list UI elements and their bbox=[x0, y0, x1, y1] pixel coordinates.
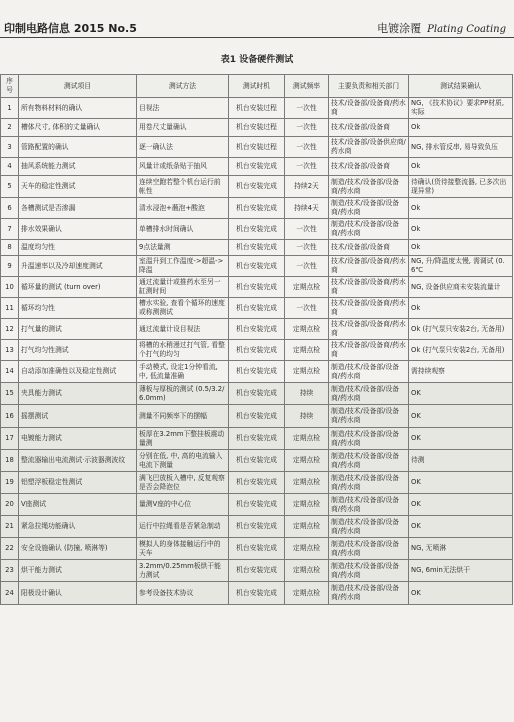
cell-index: 8 bbox=[1, 240, 19, 256]
cell-timing: 机台安装完成 bbox=[229, 198, 285, 219]
cell-department: 制造/技术/设备部/设备商/药水商 bbox=[329, 494, 409, 516]
cell-item: 整流器输出电流测试·示波器测波纹 bbox=[19, 450, 137, 472]
cell-timing: 机台安装完成 bbox=[229, 383, 285, 405]
cell-department: 技术/设备部/设备商/药水商 bbox=[329, 98, 409, 119]
table-row bbox=[1, 176, 513, 198]
cell-department: 技术/设备部/设备商/药水商 bbox=[329, 319, 409, 340]
cell-timing: 机台安装完成 bbox=[229, 472, 285, 494]
cell-index: 23 bbox=[1, 560, 19, 582]
cell-department: 制造/技术/设备部/设备商/药水商 bbox=[329, 516, 409, 538]
cell-timing: 机台安装完成 bbox=[229, 516, 285, 538]
cell-frequency: 定期点检 bbox=[285, 319, 329, 340]
cell-timing: 机台安装完成 bbox=[229, 256, 285, 277]
col-header-item: 测试项目 bbox=[19, 75, 137, 98]
cell-result: NG, 设备供应商未安装流量计 bbox=[409, 277, 513, 298]
cell-department: 制造/技术/设备部/设备商/药水商 bbox=[329, 560, 409, 582]
table-row bbox=[1, 256, 513, 277]
cell-frequency: 定期点检 bbox=[285, 277, 329, 298]
cell-item: 排水效果确认 bbox=[19, 219, 137, 240]
cell-result: 待确认(货待接整流器, 已多次出现异常) bbox=[409, 176, 513, 198]
cell-department: 制造/技术/设备部/设备商/药水商 bbox=[329, 450, 409, 472]
cell-result: Ok bbox=[409, 298, 513, 319]
cell-index: 19 bbox=[1, 472, 19, 494]
cell-frequency: 定期点检 bbox=[285, 582, 329, 605]
cell-index: 7 bbox=[1, 219, 19, 240]
section-title bbox=[377, 20, 506, 36]
cell-frequency: 定期点检 bbox=[285, 516, 329, 538]
cell-method: 室温升到工作温度->超温->降温 bbox=[137, 256, 229, 277]
table-row bbox=[1, 582, 513, 605]
cell-result: OK bbox=[409, 383, 513, 405]
cell-department: 技术/设备部/设备商/药水商 bbox=[329, 298, 409, 319]
cell-index: 11 bbox=[1, 298, 19, 319]
table-row bbox=[1, 277, 513, 298]
cell-result: Ok bbox=[409, 219, 513, 240]
cell-method: 风量计或纸条贴于抽风 bbox=[137, 158, 229, 176]
cell-frequency: 定期点检 bbox=[285, 472, 329, 494]
cell-item: 自动添加准确性以及稳定性测试 bbox=[19, 361, 137, 383]
cell-frequency: 定期点检 bbox=[285, 340, 329, 361]
cell-department: 制造/技术/设备部/设备商/药水商 bbox=[329, 472, 409, 494]
table-row bbox=[1, 340, 513, 361]
table-row bbox=[1, 137, 513, 158]
table-row bbox=[1, 158, 513, 176]
cell-frequency: 一次性 bbox=[285, 158, 329, 176]
cell-item: 天车的稳定性测试 bbox=[19, 176, 137, 198]
cell-timing: 机台安装过程 bbox=[229, 98, 285, 119]
cell-department: 技术/设备部/设备供应商/药水商 bbox=[329, 137, 409, 158]
cell-result: Ok bbox=[409, 240, 513, 256]
table-row bbox=[1, 119, 513, 137]
cell-method: 通过流量计设目视法 bbox=[137, 319, 229, 340]
table-row bbox=[1, 428, 513, 450]
cell-department: 制造/技术/设备部/设备商/药水商 bbox=[329, 428, 409, 450]
cell-index: 1 bbox=[1, 98, 19, 119]
cell-index: 16 bbox=[1, 405, 19, 428]
cell-method: 分别在低, 中, 高的电流输入电流下测量 bbox=[137, 450, 229, 472]
cell-method: 模拟人的身体接触运行中的天车 bbox=[137, 538, 229, 560]
cell-frequency: 一次性 bbox=[285, 219, 329, 240]
table-caption: 表1 设备硬件测试 bbox=[220, 55, 294, 65]
cell-result: 需持续观察 bbox=[409, 361, 513, 383]
cell-method: 薄板与厚板的测试 (0.5/3.2/6.0mm) bbox=[137, 383, 229, 405]
cell-index: 10 bbox=[1, 277, 19, 298]
cell-timing: 机台安装完成 bbox=[229, 176, 285, 198]
cell-result: OK bbox=[409, 405, 513, 428]
cell-timing: 机台安装完成 bbox=[229, 450, 285, 472]
cell-result: NG, 无喷淋 bbox=[409, 538, 513, 560]
cell-index: 13 bbox=[1, 340, 19, 361]
cell-result: NG, 《技术协议》要求PP材质, 实际 bbox=[409, 98, 513, 119]
cell-index: 5 bbox=[1, 176, 19, 198]
cell-item: V座测试 bbox=[19, 494, 137, 516]
cell-index: 20 bbox=[1, 494, 19, 516]
cell-department: 制造/技术/设备部/设备商/药水商 bbox=[329, 198, 409, 219]
cell-index: 21 bbox=[1, 516, 19, 538]
table-row bbox=[1, 361, 513, 383]
header-rule bbox=[0, 37, 514, 38]
table-header-row bbox=[1, 75, 513, 98]
cell-item: 阳极设计确认 bbox=[19, 582, 137, 605]
cell-frequency: 定期点检 bbox=[285, 361, 329, 383]
cell-index: 2 bbox=[1, 119, 19, 137]
cell-method: 量测V座的中心位 bbox=[137, 494, 229, 516]
cell-method: 通过流量计或推药水至另一缸测时间 bbox=[137, 277, 229, 298]
col-header-timing: 测试时机 bbox=[229, 75, 285, 98]
table-row bbox=[1, 560, 513, 582]
cell-item: 抽风系统能力测试 bbox=[19, 158, 137, 176]
cell-result: Ok bbox=[409, 158, 513, 176]
cell-item: 打气量的测试 bbox=[19, 319, 137, 340]
table-row bbox=[1, 472, 513, 494]
cell-result: Ok (打气泵只安装2台, 无备用) bbox=[409, 340, 513, 361]
table-row bbox=[1, 494, 513, 516]
cell-method: 槽水实验, 查看个循环的速度或称测测试 bbox=[137, 298, 229, 319]
cell-item: 打气均匀性测试 bbox=[19, 340, 137, 361]
cell-index: 6 bbox=[1, 198, 19, 219]
cell-result: NG, 6min无法烘干 bbox=[409, 560, 513, 582]
cell-timing: 机台安装完成 bbox=[229, 298, 285, 319]
cell-frequency: 一次性 bbox=[285, 98, 329, 119]
cell-item: 循环量的测试 (turn over) bbox=[19, 277, 137, 298]
cell-department: 制造/技术/设备部/设备商/药水商 bbox=[329, 219, 409, 240]
cell-method: 测量不同频率下的摆幅 bbox=[137, 405, 229, 428]
cell-method: 清水浸泡+蘸泡+酸泡 bbox=[137, 198, 229, 219]
cell-item: 槽体尺寸, 体积的丈量确认 bbox=[19, 119, 137, 137]
cell-department: 技术/设备部/设备商 bbox=[329, 119, 409, 137]
cell-result: NG, 排水管反串, 易导致负压 bbox=[409, 137, 513, 158]
cell-timing: 机台安装过程 bbox=[229, 119, 285, 137]
cell-frequency: 定期点检 bbox=[285, 494, 329, 516]
cell-timing: 机台安装完成 bbox=[229, 582, 285, 605]
cell-method: 运行中拉绳看是否紧急制动 bbox=[137, 516, 229, 538]
table-row bbox=[1, 450, 513, 472]
cell-frequency: 一次性 bbox=[285, 256, 329, 277]
cell-timing: 机台安装过程 bbox=[229, 137, 285, 158]
cell-method: 参考设备技术协议 bbox=[137, 582, 229, 605]
cell-index: 14 bbox=[1, 361, 19, 383]
cell-method: 满飞巴放板入槽中, 反复观察是否会降泡位 bbox=[137, 472, 229, 494]
cell-timing: 机台安装完成 bbox=[229, 277, 285, 298]
cell-method: 目视法 bbox=[137, 98, 229, 119]
cell-index: 18 bbox=[1, 450, 19, 472]
cell-method: 单槽排水时间确认 bbox=[137, 219, 229, 240]
table-row bbox=[1, 538, 513, 560]
cell-item: 升温速率以及冷却速度测试 bbox=[19, 256, 137, 277]
cell-item: 紧急拉绳功能确认 bbox=[19, 516, 137, 538]
cell-item: 夹具能力测试 bbox=[19, 383, 137, 405]
col-header-result: 测试结果确认 bbox=[409, 75, 513, 98]
cell-timing: 机台安装完成 bbox=[229, 319, 285, 340]
table-row bbox=[1, 319, 513, 340]
cell-result: OK bbox=[409, 428, 513, 450]
cell-item: 摇摆测试 bbox=[19, 405, 137, 428]
cell-item: 烘干能力测试 bbox=[19, 560, 137, 582]
col-header-index: 序号 bbox=[1, 75, 19, 98]
cell-index: 9 bbox=[1, 256, 19, 277]
cell-department: 技术/设备部/设备商 bbox=[329, 158, 409, 176]
col-header-frequency: 测试频率 bbox=[285, 75, 329, 98]
cell-result: Ok bbox=[409, 119, 513, 137]
cell-department: 制造/技术/设备部/设备商/药水商 bbox=[329, 538, 409, 560]
cell-method: 用卷尺丈量确认 bbox=[137, 119, 229, 137]
cell-timing: 机台安装完成 bbox=[229, 428, 285, 450]
cell-department: 技术/设备部/设备商/药水商 bbox=[329, 340, 409, 361]
cell-result: OK bbox=[409, 516, 513, 538]
cell-timing: 机台安装完成 bbox=[229, 405, 285, 428]
cell-timing: 机台安装完成 bbox=[229, 538, 285, 560]
cell-frequency: 一次性 bbox=[285, 240, 329, 256]
cell-department: 制造/技术/设备部/设备商/药水商 bbox=[329, 383, 409, 405]
table-row bbox=[1, 98, 513, 119]
table-row bbox=[1, 198, 513, 219]
cell-timing: 机台安装完成 bbox=[229, 158, 285, 176]
cell-index: 17 bbox=[1, 428, 19, 450]
cell-frequency: 定期点检 bbox=[285, 538, 329, 560]
cell-item: 循环均匀性 bbox=[19, 298, 137, 319]
cell-department: 制造/技术/设备部/设备商/药水商 bbox=[329, 405, 409, 428]
cell-timing: 机台安装完成 bbox=[229, 494, 285, 516]
cell-department: 制造/技术/设备部/设备商/药水商 bbox=[329, 582, 409, 605]
cell-result: OK bbox=[409, 472, 513, 494]
cell-department: 技术/设备部/设备商/药水商 bbox=[329, 256, 409, 277]
cell-result: Ok bbox=[409, 198, 513, 219]
cell-method: 连续空跑若整个机台运行前帐性 bbox=[137, 176, 229, 198]
cell-method: 3.2mm/0.25mm板烘干能力测试 bbox=[137, 560, 229, 582]
cell-index: 24 bbox=[1, 582, 19, 605]
cell-department: 制造/技术/设备部/设备商/药水商 bbox=[329, 176, 409, 198]
cell-frequency: 一次性 bbox=[285, 298, 329, 319]
table-row bbox=[1, 298, 513, 319]
table-row bbox=[1, 405, 513, 428]
cell-index: 4 bbox=[1, 158, 19, 176]
cell-timing: 机台安装完成 bbox=[229, 240, 285, 256]
col-header-method: 测试方法 bbox=[137, 75, 229, 98]
cell-method: 逐一确认法 bbox=[137, 137, 229, 158]
journal-title: 印制电路信息 2015 No.5 bbox=[4, 22, 137, 35]
cell-frequency: 持续2天 bbox=[285, 176, 329, 198]
section-title-cn: 电镀涂覆 bbox=[377, 22, 422, 35]
cell-item: 铝塑浮板稳定性测试 bbox=[19, 472, 137, 494]
section-title-en: Plating Coating bbox=[427, 24, 506, 35]
cell-index: 22 bbox=[1, 538, 19, 560]
col-header-department: 主要负责和相关部门 bbox=[329, 75, 409, 98]
cell-result: Ok (打气泵只安装2台, 无备用) bbox=[409, 319, 513, 340]
cell-department: 制造/技术/设备部/设备商/药水商 bbox=[329, 361, 409, 383]
cell-timing: 机台安装完成 bbox=[229, 340, 285, 361]
table-row bbox=[1, 383, 513, 405]
cell-method: 9点法量测 bbox=[137, 240, 229, 256]
cell-item: 各槽测试是否渗漏 bbox=[19, 198, 137, 219]
cell-method: 手动模式, 设定1分钟看流, 中, 低流量准确 bbox=[137, 361, 229, 383]
cell-item: 管路配置的确认 bbox=[19, 137, 137, 158]
page-header bbox=[0, 0, 514, 40]
cell-frequency: 一次性 bbox=[285, 119, 329, 137]
cell-item: 安全设施确认 (防撞, 喷淋等) bbox=[19, 538, 137, 560]
cell-index: 15 bbox=[1, 383, 19, 405]
cell-department: 技术/设备部/设备商 bbox=[329, 240, 409, 256]
cell-method: 板厚在3.2mm下整挂板震动量测 bbox=[137, 428, 229, 450]
cell-method: 将槽的水稍漫过打气管, 看整个打气的均匀 bbox=[137, 340, 229, 361]
cell-item: 电镀能力测试 bbox=[19, 428, 137, 450]
cell-timing: 机台安装完成 bbox=[229, 219, 285, 240]
cell-result: OK bbox=[409, 494, 513, 516]
cell-frequency: 持续 bbox=[285, 405, 329, 428]
cell-frequency: 持续 bbox=[285, 383, 329, 405]
cell-result: OK bbox=[409, 582, 513, 605]
cell-item: 温度均匀性 bbox=[19, 240, 137, 256]
cell-frequency: 定期点检 bbox=[285, 450, 329, 472]
cell-department: 技术/设备部/设备商/药水商 bbox=[329, 277, 409, 298]
table-row bbox=[1, 516, 513, 538]
table-row bbox=[1, 219, 513, 240]
cell-item: 所有物料材料的确认 bbox=[19, 98, 137, 119]
cell-index: 3 bbox=[1, 137, 19, 158]
cell-result: NG, 升/降温度太慢, 需调试 (0.6℃ bbox=[409, 256, 513, 277]
cell-timing: 机台安装完成 bbox=[229, 560, 285, 582]
cell-frequency: 一次性 bbox=[285, 137, 329, 158]
cell-frequency: 定期点检 bbox=[285, 560, 329, 582]
cell-index: 12 bbox=[1, 319, 19, 340]
cell-frequency: 定期点检 bbox=[285, 428, 329, 450]
cell-timing: 机台安装完成 bbox=[229, 361, 285, 383]
cell-result: 待测 bbox=[409, 450, 513, 472]
cell-frequency: 持续4天 bbox=[285, 198, 329, 219]
equipment-test-table bbox=[0, 74, 513, 605]
table-row bbox=[1, 240, 513, 256]
